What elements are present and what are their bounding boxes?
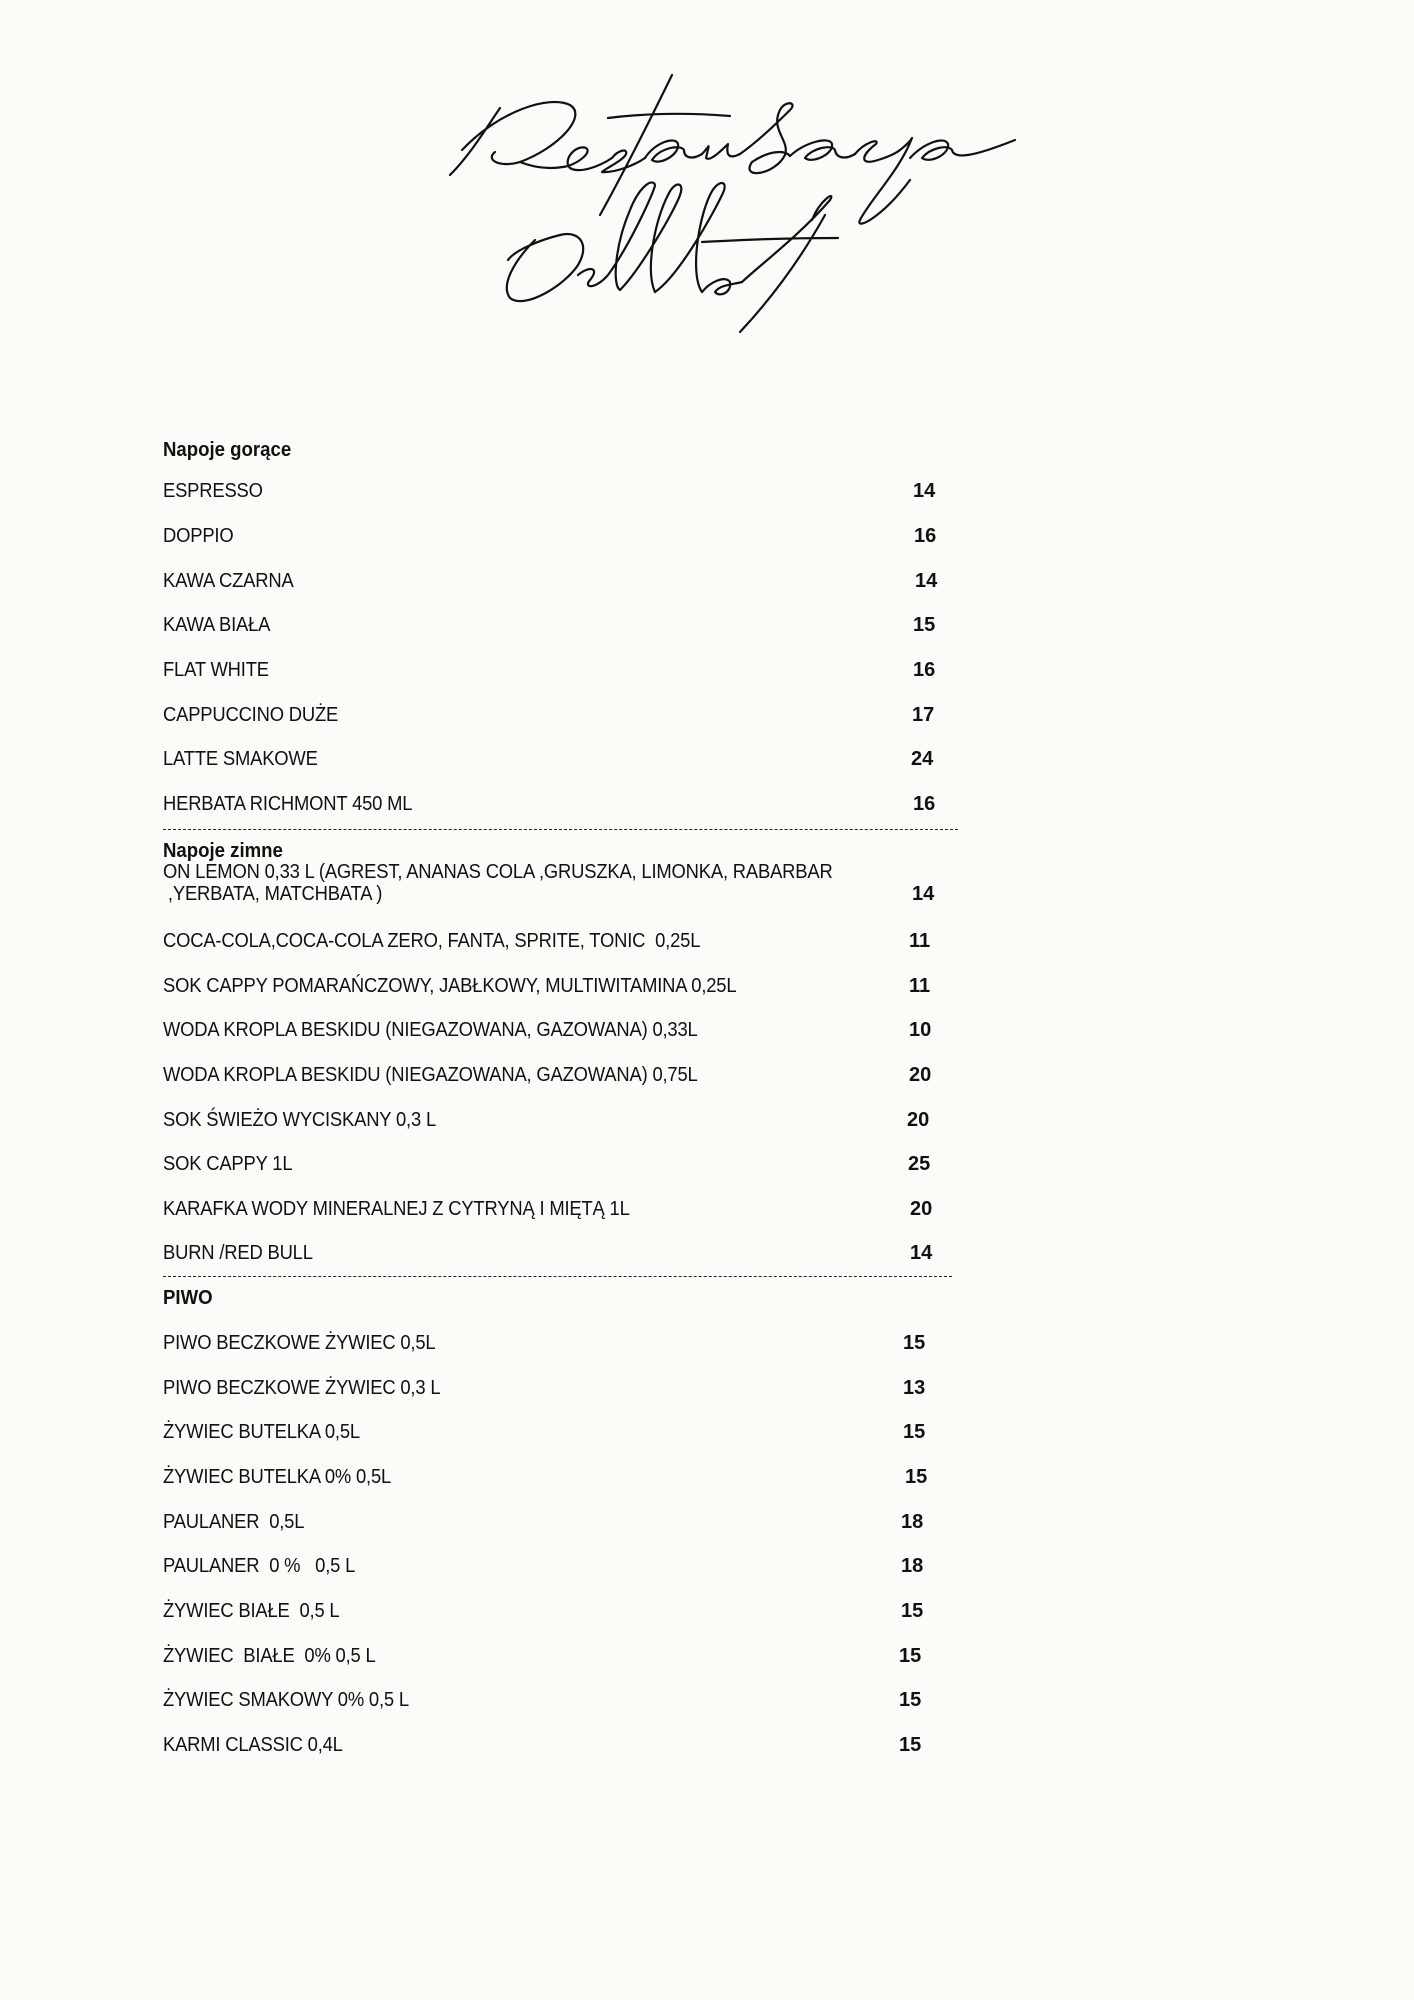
menu-item xyxy=(163,1330,983,1356)
item-name-continued: ,YERBATA, MATCHBATA ) xyxy=(163,883,383,905)
item-price: 24 xyxy=(911,748,934,770)
restaurant-logo xyxy=(440,70,1020,350)
item-price: 11 xyxy=(909,930,931,952)
menu-item xyxy=(163,478,983,504)
item-name: ŻYWIEC BUTELKA 0,5L xyxy=(163,1421,360,1443)
item-price: 14 xyxy=(915,570,938,592)
item-name: COCA-COLA,COCA-COLA ZERO, FANTA, SPRITE, TONIC 0,25L xyxy=(163,930,701,952)
logo-letter-t2 xyxy=(702,196,838,332)
menu-item xyxy=(163,1732,983,1758)
menu-item xyxy=(163,1375,983,1401)
item-name: CAPPUCCINO DUŻE xyxy=(163,704,339,726)
logo-letter-a xyxy=(645,140,702,161)
logo-letter-a2 xyxy=(790,140,855,159)
menu-item xyxy=(163,612,983,638)
item-price: 15 xyxy=(905,1466,928,1488)
menu-item xyxy=(163,1062,983,1088)
item-price: 15 xyxy=(899,1689,922,1711)
menu-item xyxy=(163,1464,983,1490)
section-heading-hot-drinks: Napoje gorące xyxy=(163,439,292,461)
item-name: BURN /RED BULL xyxy=(163,1242,313,1264)
logo-letter-o2 xyxy=(702,279,742,294)
item-price: 15 xyxy=(903,1421,926,1443)
item-name: LATTE SMAKOWE xyxy=(163,748,318,770)
item-price: 15 xyxy=(899,1645,922,1667)
menu-item xyxy=(163,1598,983,1624)
item-price: 20 xyxy=(910,1198,933,1220)
item-price: 11 xyxy=(909,975,931,997)
script-logo-graphic xyxy=(440,70,1020,350)
item-name: FLAT WHITE xyxy=(163,659,269,681)
menu-item xyxy=(163,1107,983,1133)
item-name: PIWO BECZKOWE ŻYWIEC 0,5L xyxy=(163,1332,436,1354)
menu-item xyxy=(163,1017,983,1043)
menu-item xyxy=(163,791,983,817)
item-name: KARAFKA WODY MINERALNEJ Z CYTRYNĄ I MIĘTĄ 1L xyxy=(163,1198,630,1220)
item-name: SOK CAPPY POMARAŃCZOWY, JABŁKOWY, MULTIWITAMINA 0,25L xyxy=(163,975,737,997)
logo-letter-c xyxy=(855,141,900,162)
menu-item xyxy=(163,973,983,999)
logo-letter-u xyxy=(702,144,740,159)
item-price: 16 xyxy=(913,659,936,681)
item-price: 20 xyxy=(909,1064,932,1086)
item-name: ESPRESSO xyxy=(163,480,263,502)
section-divider xyxy=(163,1276,952,1277)
item-name: PIWO BECZKOWE ŻYWIEC 0,3 L xyxy=(163,1377,441,1399)
item-price: 17 xyxy=(912,704,935,726)
item-price: 15 xyxy=(901,1600,924,1622)
menu-item xyxy=(163,928,983,954)
item-name: KAWA CZARNA xyxy=(163,570,294,592)
item-name: ŻYWIEC BIAŁE 0,5 L xyxy=(163,1600,340,1622)
logo-letter-r xyxy=(450,102,575,175)
item-name: SOK CAPPY 1L xyxy=(163,1153,293,1175)
item-price: 25 xyxy=(908,1153,931,1175)
item-name: WODA KROPLA BESKIDU (NIEGAZOWANA, GAZOWANA) 0,33L xyxy=(163,1019,698,1041)
item-price: 15 xyxy=(913,614,936,636)
menu-item xyxy=(163,523,983,549)
item-name: ŻYWIEC SMAKOWY 0% 0,5 L xyxy=(163,1689,409,1711)
menu-item xyxy=(163,861,983,907)
item-price: 15 xyxy=(903,1332,926,1354)
item-name: PAULANER 0,5L xyxy=(163,1511,305,1533)
item-price: 16 xyxy=(913,793,936,815)
menu-item xyxy=(163,1643,983,1669)
item-price: 18 xyxy=(901,1555,924,1577)
menu-item xyxy=(163,1419,983,1445)
item-name: ŻYWIEC BUTELKA 0% 0,5L xyxy=(163,1466,392,1488)
logo-letter-e xyxy=(568,147,612,170)
item-price: 18 xyxy=(901,1511,924,1533)
item-name: KARMI CLASSIC 0,4L xyxy=(163,1734,343,1756)
item-price: 14 xyxy=(913,480,936,502)
item-price: 16 xyxy=(914,525,937,547)
item-name: PAULANER 0 % 0,5 L xyxy=(163,1555,356,1577)
item-price: 13 xyxy=(903,1377,926,1399)
menu-item xyxy=(163,568,983,594)
menu-item xyxy=(163,746,983,772)
item-price: 10 xyxy=(909,1019,932,1041)
item-name: SOK ŚWIEŻO WYCISKANY 0,3 L xyxy=(163,1109,436,1131)
menu-item xyxy=(163,1509,983,1535)
menu-item xyxy=(163,657,983,683)
menu-item xyxy=(163,1151,983,1177)
item-name: ON LEMON 0,33 L (AGREST, ANANAS COLA ,GRUSZKA, LIMONKA, RABARBAR xyxy=(163,861,833,883)
section-divider xyxy=(163,829,958,830)
logo-letter-o xyxy=(507,234,583,301)
menu-item xyxy=(163,1553,983,1579)
item-name: WODA KROPLA BESKIDU (NIEGAZOWANA, GAZOWANA) 0,75L xyxy=(163,1064,698,1086)
logo-letter-r2 xyxy=(740,103,793,173)
menu-item xyxy=(163,1196,983,1222)
logo-letter-d xyxy=(578,182,655,290)
menu-item xyxy=(163,702,983,728)
section-heading-beer: PIWO xyxy=(163,1287,213,1309)
item-price: 14 xyxy=(910,1242,933,1264)
item-price: 20 xyxy=(907,1109,930,1131)
item-price: 15 xyxy=(899,1734,922,1756)
menu-item xyxy=(163,1240,983,1266)
item-name: HERBATA RICHMONT 450 ML xyxy=(163,793,413,815)
item-name: ŻYWIEC BIAŁE 0% 0,5 L xyxy=(163,1645,376,1667)
item-name: KAWA BIAŁA xyxy=(163,614,271,636)
menu-item xyxy=(163,1687,983,1713)
logo-letter-a3 xyxy=(910,140,1015,160)
item-price: 14 xyxy=(912,883,935,905)
item-name: DOPPIO xyxy=(163,525,234,547)
section-heading-cold-drinks: Napoje zimne xyxy=(163,840,283,862)
